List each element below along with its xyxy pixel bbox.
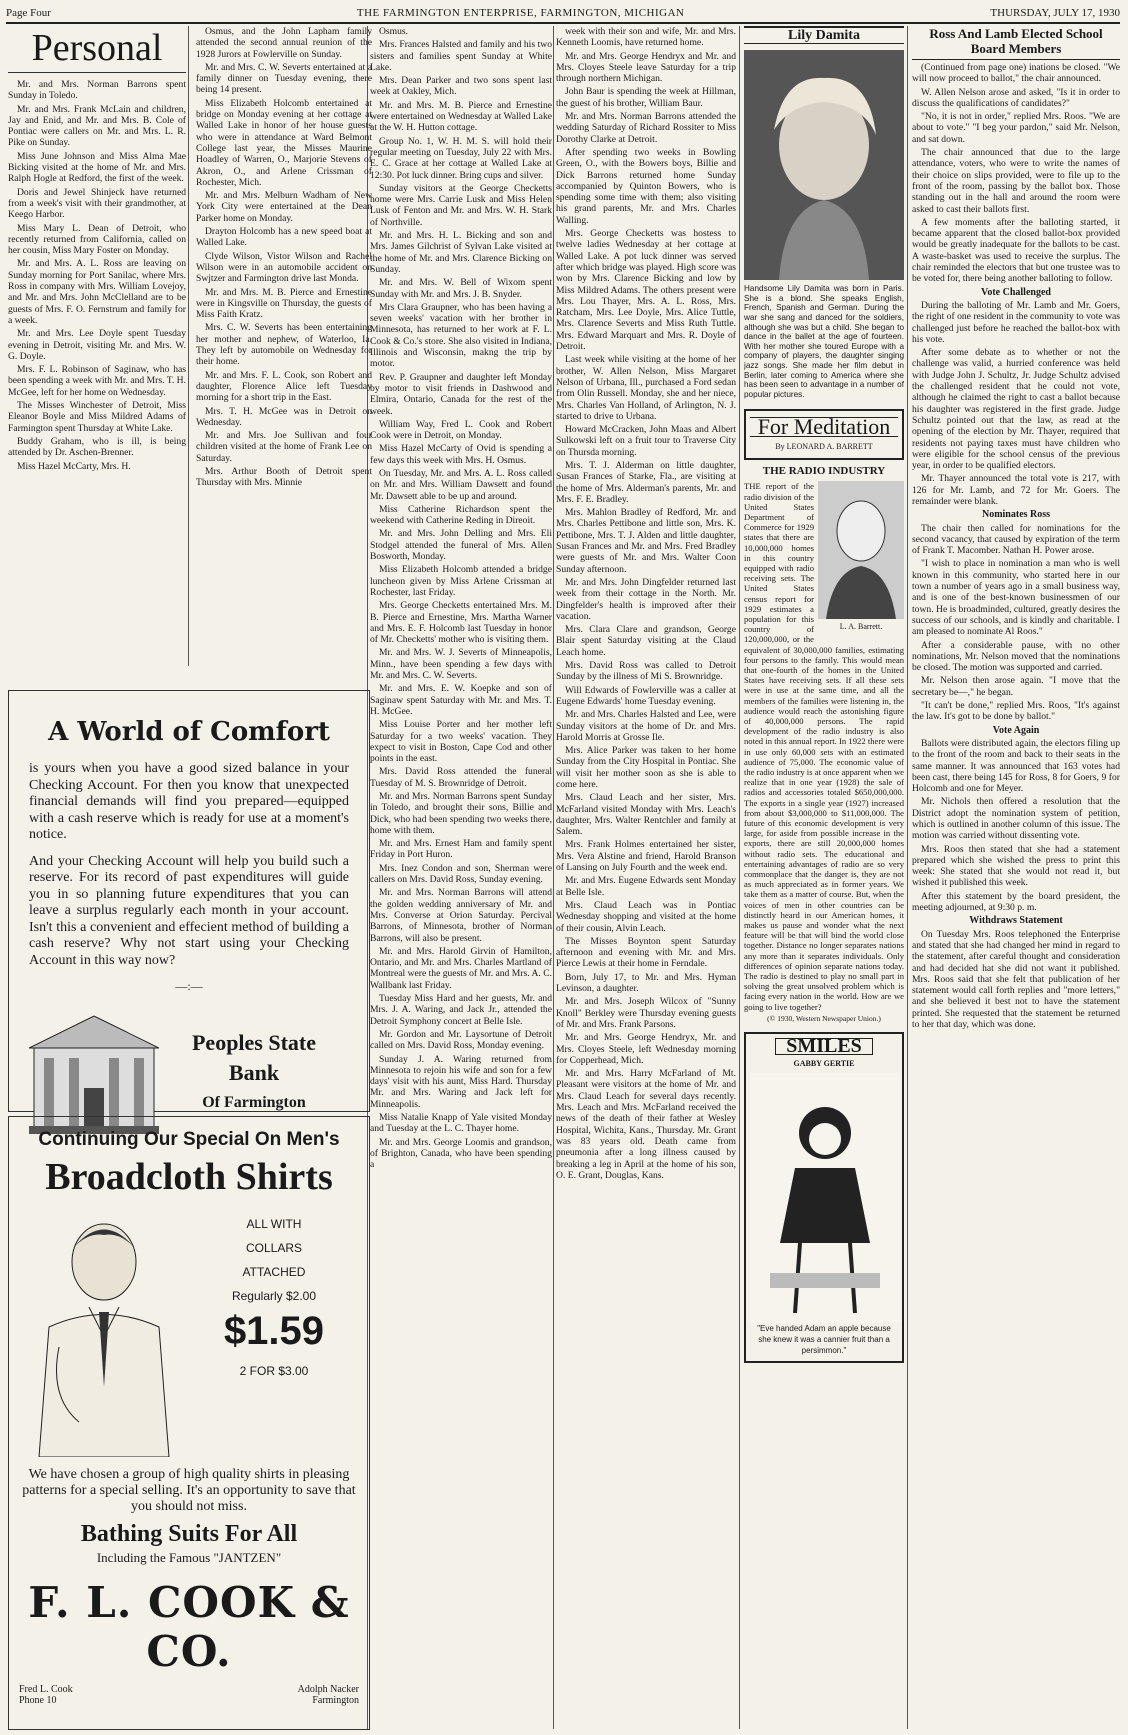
column-rule	[739, 26, 740, 1729]
news-item: Clyde Wilson, Vistor Wilson and Rachel Wilson were in an automobile accident on Swjtzer and Farmington drive last Monda.	[196, 250, 372, 285]
all-with-label: ALL WITH	[246, 1217, 302, 1231]
paper-title: THE FARMINGTON ENTERPRISE, FARMINGTON, MICHIGAN	[356, 7, 685, 19]
news-item: Mr. and Mrs. H. L. Bicking and son and Mrs. James Gilchrist of Sylvan Lake visited at the home of Mr. and Mrs. Clarence Bicking on Sunday.	[370, 230, 552, 275]
news-item: On Tuesday Mrs. Roos telephoned the Enterprise and stated that she had changed her mind in regard to the statement, after careful thought and consideration and had decided hat she did not want it published. Mrs. Roos said that she felt that publication of her statement would call forth replies and "more letters," and she believed it best not to have the statement printed. She requested that the statement be returned to her that day, which was done.	[912, 928, 1120, 1031]
two-for-price: 2 FOR $3.00	[239, 1364, 309, 1378]
news-item: Mr. and Mrs. Charles Halsted and Lee, were Sunday visitors at the home of Dr. and Mrs. Harold Morris at Grosse Ile.	[556, 709, 736, 743]
smiles-title: SMILES	[775, 1038, 873, 1055]
bank-name-line-1: Peoples State	[191, 1030, 317, 1055]
news-item: Mr. and Mrs. E. W. Koepke and son of Saginaw spent Saturday with Mr. and Mrs. T. H. McGee.	[370, 683, 552, 717]
news-item: Mr. and Mrs. Norman Barrons attended the wedding Saturday of Richard Rossiter to Miss Dorothy Clarke at Detroit.	[556, 111, 736, 145]
news-item: Mrs. George Checketts entertained Mrs. M. B. Pierce and Ernestine, Mrs. Martha Warner and Mrs. E. F. Holcomb last Tuesday in honor of Mr. Checketts' mother who is visiting them.	[370, 600, 552, 646]
subhead-vote-challenged: Vote Challenged	[981, 286, 1051, 298]
news-item: Miss Hazel McCarty of Ovid is spending a few days this week with Mrs. H. Osmus.	[370, 443, 552, 466]
news-item: Mr. and Mrs. Joseph Wilcox of "Sunny Knoll" Berkley were Thursday evening guests of Mr. and Mrs. Frank Parsons.	[556, 996, 736, 1030]
news-item: Doris and Jewel Shinjeck have returned from a week's visit with their grandmother, at Keego Harbor.	[8, 186, 186, 221]
news-item: Mr. and Mrs. George Hendryx and Mr. and Mrs. Cloyes Steele leave Saturday for a trip through northern Michigan.	[556, 50, 736, 85]
masthead	[6, 4, 1120, 24]
news-item: Mr. and Mrs. Frank McLain and children, Jay and Enid, and Mr. and Mrs. B. Cole of Pontiac were callers on Mr. and Mrs. L. R. Pike on Sunday.	[8, 103, 186, 149]
radio-industry-article	[744, 481, 904, 1024]
news-item: Mr. and Mrs. Norman Barrons spent Sunday in Toledo.	[8, 79, 186, 102]
news-item: Mr. and Mrs. W. J. Severts of Minneapolis, Minn., have been spending a few days with Mr. and Mrs. C. W. Severts.	[370, 647, 552, 682]
news-item: The chair then called for nominations for the second vacancy, that caused by expiration of the term of Frank T. Macomber. Nathan H. Power arose.	[912, 522, 1120, 557]
news-item: Mr. and Mrs. Norman Barrons spent Sunday in Toledo, and brought their sons, Billie and Dick, who had been spending two weeks there, home with them.	[370, 791, 552, 836]
news-item: After a considerable pause, with no other nominations, Mr. Nelson moved that the nominations be closed. The motion was supported and carried.	[912, 639, 1120, 674]
radio-credit: (© 1930, Western Newspaper Union.)	[767, 1013, 881, 1023]
page-number: Page Four	[6, 7, 51, 19]
personal-items-2	[196, 26, 372, 489]
news-item: Osmus.	[379, 26, 409, 37]
attached-label: ATTACHED	[242, 1265, 306, 1279]
issue-date: THURSDAY, JULY 17, 1930	[990, 7, 1120, 19]
news-item: Mr. and Mrs. George Loomis and grandson, of Brighton, Canada, who have been spending a	[370, 1136, 552, 1171]
news-item: Mrs. Claud Leach was in Pontiac Wednesday shopping and visited at the home of their cousin, Alvin Leach.	[556, 899, 736, 934]
man-in-shirt-illustration	[19, 1207, 189, 1457]
news-item: Born, July 17, to Mr. and Mrs. Hyman Levinson, a daughter.	[556, 971, 736, 995]
personal-column-3	[370, 26, 552, 1731]
footer-manager: Adolph Nacker	[297, 1684, 359, 1695]
bank-name-line-3: Of Farmington	[202, 1094, 306, 1111]
news-item: Mr. and Mrs. John Dingfelder returned last week from their cottage in the North. Mr. Dingfelder's health is improved after their vacation.	[556, 576, 736, 622]
regular-price: Regularly $2.00	[231, 1289, 317, 1303]
news-item: Sunday J. A. Waring returned from Minnesota to rejoin his wife and son for a few days' visit with his aunt, Miss Hard. Thursday Mr. and Mrs. Waring and Jack left for Minneapolis.	[370, 1053, 552, 1110]
news-item: Mr. and Mrs. Ernest Ham and family spent Friday in Port Huron.	[370, 838, 552, 861]
school-board-paras-3	[912, 523, 1120, 723]
column-rule	[553, 26, 554, 1729]
news-item: The Misses Boynton spent Saturday afternoon and evening with Mr. and Mrs. Pierce Lewis at their home in Ferndale.	[556, 935, 736, 970]
news-item: Mr. Nichols then offered a resolution that the District adopt the nomination system of petition, which is outlined in another column of this issue. The motion was carried without dissenting vote.	[912, 796, 1120, 842]
news-item: Mrs. F. L. Robinson of Saginaw, who has been spending a week with Mr. and Mrs. T. H. McGee, left for her home on Wednesday.	[8, 364, 186, 398]
news-item: Mrs. Clara Clare and grandson, George Blair spent Saturday visiting at the Claud Leach home.	[556, 624, 736, 658]
store-name: F. L. COOK & CO.	[28, 1578, 350, 1676]
news-item: Mr. and Mrs. M. B. Pierce and Ernestine were in Kingsville on Thursday, the guests of Miss Faith Kratz.	[196, 286, 372, 321]
barrett-portrait	[818, 481, 904, 631]
news-item: Miss Mary L. Dean of Detroit, who recently returned from California, called on her cousin, Miss Mary Foster on Monday.	[8, 222, 186, 257]
news-item: Mrs. Dean Parker and two sons spent last week at Oakley, Mich.	[370, 75, 552, 98]
meditation-byline: By LEONARD A. BARRETT	[775, 441, 873, 451]
footer-owner: Fred L. Cook	[19, 1684, 73, 1695]
bank-ad-body-1: is yours when you have a good sized balance in your Checking Account. For then you know that unexpected financial demands will find you prepared—equipped with a cash reserve which is ready for use at a moment's notice.	[29, 761, 349, 842]
school-board-headline: Ross And Lamb Elected School Board Members	[912, 26, 1120, 60]
personal-items-1	[8, 79, 186, 472]
shirts-advertisement	[8, 1116, 370, 1730]
news-item: Miss Natalie Knapp of Yale visited Monday and Tuesday at the L. C. Thayer home.	[370, 1112, 552, 1135]
school-board-paras-4	[912, 738, 1120, 913]
news-item: John Baur is spending the week at Hillman, the guest of his brother, William Baur.	[556, 86, 736, 109]
radio-industry-body: THE report of the radio division of the United States Department of Commerce for 1929 states that there are 10,000,000 homes in this country equipped with radio receiving sets. The United States census report for 1929 estimates a population for this country of 120,000,000, or the equivalent of 30,000,000 families, estimating four persons to the family. This would mean that one-fourth of the homes in the United States have receiving sets. If all these sets were in use at the same time, and all the members of the families were listening in, the audience would reach the astonishing figure of 40,000,000 persons. The rapid development of the radio industry is also noted in this annual report. In 1922 there were in use only 60,000 sets with an estimated audience of 75,000. The economic value of the radio industry is at once apparent when we realize that in one year (1928) the sale of radios and accessories totaled $650,000,000. The exports in a single year (1927) increased from about $3,000,000 to $11,000,000. The future of this economic development is very large, for aside from possible increase in the exports, there are still 20,000,000 homes without radio sets. The educational and entertaining advantages of radio are so very commonplace that the danger is, they are not as much appreciated as in former years. We take them as a matter of course. But, when the voices of men in other countries can be distinctly heard in our American homes, it makes us pause and wonder what the next feature will be that will bind the world close together. Distance no longer separates nations any more than it separates individuals. Only differences of opinion separate nations today. The radio is destined to play no small part in solving the great unsolved problem which is facing every nation in the world. How are we going to live together?	[744, 481, 904, 1012]
news-item: Mrs. Frank Holmes entertained her sister, Mrs. Vera Alstine and friend, Harold Branson of Lansing on July Fourth and the week end.	[556, 839, 736, 874]
bank-advertisement	[8, 690, 370, 1112]
news-item: Mr. and Mrs. M. B. Pierce and Ernestine were entertained on Wednesday at Walled Lake at the W. H. Hutton cottage.	[370, 99, 552, 134]
smiles-cartoon-box	[744, 1032, 904, 1362]
personal-heading: Personal	[8, 28, 186, 73]
news-item: Mrs. Claud Leach and her sister, Mrs. McFarland visited Monday with Mrs. Leach's daughter, Mrs. Walter Rentchler and family at Salem.	[556, 792, 736, 838]
news-item: Will Edwards of Fowlerville was a caller at Eugene Edwards' home Tuesday evening.	[556, 684, 736, 707]
news-item: Miss Catherine Richardson spent the weekend with Catherine Reding in Direoit.	[370, 503, 552, 527]
collars-label: COLLARS	[245, 1241, 303, 1255]
news-item: Rev. P. Graupner and daughter left Monday by motor to visit friends in Dashwood and Elmira, Ontario, Canada for the rest of the week.	[370, 371, 552, 417]
news-item: Mrs. Frances Halsted and family and his two sisters and families spent Sunday at White Lake.	[370, 39, 552, 73]
news-item: Mrs. Mahlon Bradley of Redford, Mr. and Mrs. Charles Pettibone and little son, Mrs. K. Pettibone, Mrs. T. J. Alden and little daughter, Susan Frances and Mr. and Mrs. Fred Bradley were guests of Mr. and Mrs. Walter Coon Sunday afternoon.	[556, 507, 736, 575]
smiles-subtitle: GABBY GERTIE	[793, 1059, 855, 1069]
bank-name	[159, 1028, 349, 1118]
news-item: Mrs. David Ross attended the funeral Tuesday of M. S. Brownridge of Detroit.	[370, 766, 552, 789]
lily-damita-photo	[744, 50, 904, 280]
news-item: Mr. and Mrs. Melburn Wadham of New York City were entertained at the Dean Parker home on Monday.	[196, 190, 372, 224]
school-board-paras-5	[912, 929, 1120, 1031]
news-item: Mr. and Mrs. F. L. Cook, son Robert and daughter, Florence Alice left Tuesday morning for a short trip in the East.	[196, 369, 372, 404]
shirts-ad-line-1: Continuing Our Special On Men's	[38, 1129, 340, 1150]
news-item: Mr. and Mrs. Harold Girvin of Hamilton, Ontario, and Mr. and Mrs. Charles Martland of Montreal were the guests of Mr. and Mrs. A. C. Wallbank last Friday.	[370, 945, 552, 991]
news-item: After some debate as to whether or not the challenge was valid, a hurried conference was held with Judge John J. Schultz, Jr. Judge Schultz advised the challenged resident that he could not vote, although he claimed the right to cast a ballot because his daughter was registered in the first grade. Judge Schultz pointed out that the law, as read at the opening of the election by Mr. Thayer, required that residents not paying taxes must have children who were eligible for the school census of the previous year, in order to be qualified electors.	[912, 347, 1120, 472]
news-item: Howard McCracken, John Maas and Albert Sulkowski left on a fruit tour to Traverse City on Thursda morning.	[556, 424, 736, 458]
news-item: The Misses Winchester of Detroit, Miss Eleanor Boyle and Miss Mildred Adams of Farmington spent Thursday at White Lake.	[8, 400, 186, 434]
personal-column-2	[196, 26, 372, 666]
school-board-column	[912, 26, 1120, 1731]
barrett-portrait-image	[818, 481, 904, 619]
personal-items-4	[556, 26, 736, 1181]
news-item: Mrs. T. J. Alderman on little daughter, Susan Frances of Starke, Fla., are visiting at the home of Mrs. Alderman's parents, Mr. and Mrs. F. E. Bradley.	[556, 459, 736, 505]
news-item: Mrs. Arthur Booth of Detroit spent Thursday with Mrs. Minnie	[196, 465, 372, 489]
news-item: Mr. and Mrs. A. L. Ross are leaving on Sunday morning for Port Sanilac, where Mrs. Ross in company with Mrs. William Lovejoy, and Mr. and Mrs. John McClelland are to be guests of Mrs. F. O. Fernstrum and family for a week.	[8, 258, 186, 326]
news-item: Mr. Thayer announced the total vote is 217, with 126 for Mr. Lamb, and 72 for Mr. Goers. The remainder were blank.	[912, 473, 1120, 507]
smiles-caption: "Eve handed Adam an apple because she knew it was a cannier fruit than a persimmon."	[757, 1323, 891, 1356]
news-item: Mr. and Mrs. Harry McFarland of Mt. Pleasant were visitors at the home of Mr. and Mrs. Claud Leach for several days recently. Mrs. Leach and Mrs. McFarland received the news of the death of their father at Wesley Hospital, Wichita, Kans., Thursday. Mr. Grant was 83 years old. Death came from pneumonia after a long illness caused by breaking a leg in April at the home of his son, O. E. Grant, Douglas, Kans.	[556, 1068, 736, 1181]
news-item: Mrs. Inez Condon and son, Sherman were callers on Mrs. David Ross, Sunday evening.	[370, 862, 552, 886]
news-item: Sunday visitors at the George Checketts home were Mrs. Carrie Lusk and Miss Helen Lusk of Fenton and Mr. and Mrs. W. H. Stark of Northville.	[370, 182, 552, 228]
shirts-ad-blurb: We have chosen a group of high quality shirts in pleasing patterns for a special selling. It's an opportunity to save that you should not miss.	[22, 1467, 356, 1514]
personal-items-3	[370, 26, 552, 1171]
news-item: Mr. Gordon and Mr. Laysortune of Detroit called on Mrs. David Ross, Monday evening.	[370, 1028, 552, 1052]
news-item: (Continued from page one) inations be closed. "We will now proceed to ballot," the chair announced.	[912, 62, 1120, 85]
shirts-ad-headline: Broadcloth Shirts	[45, 1156, 333, 1198]
personal-column-4	[556, 26, 736, 1731]
subhead-vote-again: Vote Again	[992, 724, 1040, 736]
news-item: Group No. 1, W. H. M. S. will hold their regular meeting on Tuesday, July 22 with Mrs. E. C. Grace at her cottage at Walled Lake at 12:30. Pot luck dinner. Bring cups and silver.	[370, 135, 552, 181]
lily-damita-title: Lily Damita	[744, 26, 904, 44]
barrett-portrait-label: L. A. Barrett.	[839, 621, 883, 631]
news-item: A few moments after the balloting started, it became apparent that the closed ballot-box provided would be greatly inadequate for the ballots to be cast. A waste-basket was used to receive the surplus. The chair reminded the electors that but one trustee was to be voted for, there being another balloting to follow.	[912, 216, 1120, 285]
footer-phone: Phone 10	[19, 1695, 57, 1706]
news-item: "It can't be done," replied Mrs. Roos, "It's against the law. It's got to be done by ballot."	[912, 700, 1120, 723]
news-item: During the balloting of Mr. Lamb and Mr. Goers, the right of one resident in the community to vote was challenged just before he reached the ballot-box with his vote.	[912, 299, 1120, 345]
bank-ad-body-2: And your Checking Account will help you build such a reserve. For its record of past expenditures will guide you in so planning future expenditures that you can leave a surplus regularly each month in your account. Isn't this a convenient and effecient method of building a cash reserve? Why not start using your Checking Account in this way now?	[29, 853, 349, 968]
school-board-paras-2	[912, 300, 1120, 507]
news-item: Mrs Clara Graupner, who has been having a seven weeks' vacation with her brother in Minnesota, has returned to her work at F. L. Cook & Co.'s store. She also visited in Indiana, Illinois and Wisconsin, makng the trip by motor.	[370, 301, 552, 370]
personal-column-1	[8, 26, 186, 666]
news-item: Miss Elizabeth Holcomb attended a bridge luncheon given by Miss Arlene Crissman at Rochester, last Friday.	[370, 564, 552, 598]
news-item: Mr. Nelson then arose again. "I move that the secretary be—," he began.	[912, 675, 1120, 698]
meditation-title: For Meditation	[750, 417, 898, 436]
news-item: Drayton Holcomb has a new speed boat at Walled Lake.	[196, 226, 372, 249]
news-item: Tuesday Miss Hard and her guests, Mr. and Mrs. J. A. Waring, and Jack Jr., attended the Detroit Symphony concert at Belle Isle.	[370, 993, 552, 1027]
features-column	[744, 26, 904, 1731]
news-item: "No, it is not in order," replied Mrs. Roos. "We are about to vote." "I beg your pardon," said Mr. Nelson, and sat down.	[912, 111, 1120, 145]
news-item: "I wish to place in nomination a man who is well known in this community, who started here in our town a number of years ago in a small business way, and is one of the best-known businessmen of our town. He is broadminded, cultured, greatly desires the success of our schools, and is kindly and charitable. I am pleased to nominate Al Roos."	[912, 558, 1120, 638]
bathing-suits-headline: Bathing Suits For All	[80, 1521, 298, 1547]
footer-town: Farmington	[312, 1695, 359, 1706]
bank-ad-headline: A World of Comfort	[48, 717, 330, 747]
news-item: Mrs. Alice Parker was taken to her home Sunday from the City Hospital in Pontiac. She will visit her mother soon as she is able to come here.	[556, 745, 736, 790]
gabby-gertie-cartoon	[750, 1073, 900, 1323]
news-item: Mr. and Mrs. John Delling and Mrs. Eli Stodgel attended the funeral of Mrs. Allen Bosworth, Monday.	[370, 528, 552, 563]
lily-damita-caption: Handsome Lily Damita was born in Paris. She is a blond. She speaks English, French, Spanish and German. During the war she sang and danced for the soldiers, although she was but a child. She began to dance in the ballet at the age of fourteen. With her mother she toured Europe with a company of players, the daughter singing jazz songs. She made her film debut in Berlin, later coming to America where she has been seen to advantage in a number of popular pictures.	[744, 284, 904, 399]
news-item: Mrs. David Ross was called to Detroit Sunday by the illness of Mi S. Brownridge.	[556, 660, 736, 683]
news-item: Miss Hazel McCarty, Mrs. H.	[17, 460, 131, 472]
news-item: Mr. and Mrs. W. Bell of Wixom spent Sunday with Mr. and Mrs. J. B. Snyder.	[370, 277, 552, 300]
meditation-box	[744, 409, 904, 460]
news-item: week with their son and wife, Mr. and Mrs. Kenneth Loomis, have returned home.	[556, 26, 736, 49]
news-item: The chair announced that due to the large attendance, voters, who were to write the names of their choice on slips provided, were to file up to the front of the room, passing by the ballot box. Those standing out in the hall and around the room were asked to cast their ballots first.	[912, 147, 1120, 215]
bank-ad-separator: —:—	[175, 979, 203, 993]
news-item: On Tuesday, Mr. and Mrs. A. L. Ross called on Mr. and Mrs. William Dawsett and found Mr. Dawsett able to be up and around.	[370, 467, 552, 502]
news-item: Miss June Johnson and Miss Alma Mae Bicking visited at the home of Mr. and Mrs. Ralph Hogle at Redford, the first of the week.	[8, 150, 186, 185]
news-item: Mr. and Mrs. Lee Doyle spent Tuesday evening in Detroit, visiting Mr. and Mrs. W. G. Doyle.	[8, 328, 186, 362]
news-item: Buddy Graham, who is ill, is being attended by Dr. Aschen-Brenner.	[8, 435, 186, 459]
column-rule	[907, 26, 908, 1729]
news-item: After this statement by the board president, the meeting adjourned, at 9:30 p. m.	[912, 890, 1120, 914]
news-item: Last week while visiting at the home of her brother, W. Allen Nelson, Miss Margaret Nelson of Urbana, Ill., purchased a Ford sedan from Olin Russell. Monday, she and her niece, Mrs. Charles Van Holland, of Arlington, N. J. started to drive to Urbana.	[556, 354, 736, 422]
news-item: Mr. and Mrs. George Hendryx, Mr. and Mrs. Cloyes Steele, left Wednesday morning for Copperhead, Mich.	[556, 1032, 736, 1066]
subhead-nominates-ross: Nominates Ross	[981, 509, 1051, 521]
bank-name-line-2: Bank	[228, 1060, 280, 1085]
news-item: Mrs. Roos then stated that she had a statement prepared which she wished the press to print this week: She stated that she would not read it, but wished it published this week.	[912, 843, 1120, 889]
news-item: W. Allen Nelson arose and asked, "Is it in order to discuss the qualifications of candidates?"	[912, 86, 1120, 109]
sale-price: $1.59	[223, 1309, 325, 1353]
news-item: Mr. and Mrs. C. W. Severts entertained at a family dinner on Tuesday evening, there being 14 present.	[196, 61, 372, 96]
news-item: Ballots were distributed again, the electors filing up to the front of the room and back to their seats in the same manner. It was announced that 163 votes had been cast, there being 145 for Ross, 8 for Goers, 9 for Holcomb and one for Meyer.	[912, 737, 1120, 795]
news-item: Mrs. T. H. McGee was in Detroit on Wednesday.	[196, 405, 372, 428]
news-item: William Way, Fred L. Cook and Robert Cook were in Detroit, on Monday.	[370, 418, 552, 442]
news-item: Miss Louise Porter and her mother left Saturday for a two weeks' vacation. They expect to visit in Boston, Cape Cod and other points in the east.	[370, 719, 552, 765]
news-item: Mr. and Mrs. Joe Sullivan and four children visited at the home of Frank Lee on Saturday.	[196, 430, 372, 464]
jantzen-line: Including the Famous "JANTZEN"	[96, 1550, 282, 1565]
news-item: After spending two weeks in Bowling Green, O., with the Bowers boys, Billie and Dick Barrons returned home Sunday accompanied by Quinton Bowers, who is spending some time with them; also visiting his grand parents, Mr. and Mrs. Charles Walling.	[556, 146, 736, 226]
news-item: Osmus, and the John Lapham family attended the second annual reunion of the 1928 Jurors at Fowlerville on Sunday.	[196, 26, 372, 60]
news-item: Mrs. C. W. Severts has been entertaining her mother and nephew, of Waterloo, Ia. They left by automobile on Wednesday for their home.	[196, 322, 372, 368]
news-item: Miss Elizabeth Holcomb entertained at bridge on Monday evening at her cottage at Walled Lake in honor of her house guests who were in attendance at Ward Belmont College last year, the Misses Maurine Hoadley of Warren, O., Marjorie Stevens of Akron, O., and Arlene Crissman of Rochester, Mich.	[196, 97, 372, 188]
school-board-paras-1	[912, 62, 1120, 285]
news-item: Mrs. George Checketts was hostess to twelve ladies Wednesday at her cottage at Walled Lake. A pot luck dinner was served after which bridge was played. High score was won by Mrs. Clarence Bicking and low by Miss Mildred Adams. The others present were Mrs. Lou Thayer, Mrs. A. L. Ross, Mrs. Ratcham, Mrs. Lee Doyle, Mrs. Alice Tuttle, Mrs. Clarence Severts and Miss Ruth Tuttle. Mrs. Edward Marquart and Mrs. R. Doyle of Detroit.	[556, 228, 736, 353]
subhead-withdraws-statement: Withdraws Statement	[969, 915, 1063, 927]
column-rule	[188, 26, 189, 666]
news-item: Mr. and Mrs. Norman Barrons will attend the golden wedding anniversary of Mr. and Mrs. Converse at Orion Saturday. Percival Barrons, of Minnesota, brother of Norman Barrons, will also be present.	[370, 887, 552, 944]
news-item: Mr. and Mrs. Eugene Edwards sent Monday at Belle Isle.	[556, 875, 736, 898]
radio-industry-heading: THE RADIO INDUSTRY	[762, 465, 886, 478]
